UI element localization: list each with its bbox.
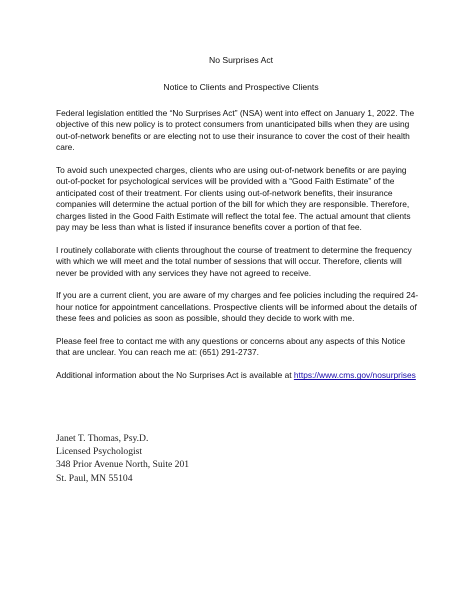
- signature-role: Licensed Psychologist: [56, 446, 143, 458]
- document-body: [56, 108, 421, 393]
- signature-name: Janet T. Thomas, Psy.D.: [56, 433, 149, 444]
- signature-street: 348 Prior Avenue North, Suite 201: [56, 459, 190, 471]
- additional-info-text: Additional information about the No Surprises Act is available at: [56, 370, 294, 381]
- document-title: No Surprises Act: [209, 55, 273, 65]
- paragraph-good-faith-estimate: To avoid such unexpected charges, clients who are using out-of-network benefits or are paying out-of-pocket for psychological services will be provided with a “Good Faith Estimate” of the anticipated cost of their treatment. For clients using out-of-network benefits, their insurance companies will determine the actual portion of the bill for which they are responsible. Therefore, charges listed in the Good Faith Estimate will reflect the total fee. The actual amount that clients pay may be less than what is listed if insurance benefits cover a portion of that fee.: [56, 165, 411, 233]
- signature-city: St. Paul, MN 55104: [56, 472, 133, 484]
- paragraph-additional-info: [56, 370, 421, 381]
- paragraph-fee-policies: If you are a current client, you are aware of my charges and fee policies including the required 24-hour notice for appointment cancellations. Prospective clients will be informed about the details of these fees and policies as soon as possible, should they decide to work with me.: [56, 290, 419, 324]
- paragraph-contact: Please feel free to contact me with any questions or concerns about any aspects of this Notice that are unclear. You can reach me at: (651) 291-2737.: [56, 336, 406, 358]
- paragraph-collaboration: I routinely collaborate with clients throughout the course of treatment to determine the frequency with which we will meet and the total number of sessions that will occur. Therefore, clients will never be provided with any services they have not agreed to receive.: [56, 244, 412, 278]
- signature-block: [56, 432, 189, 485]
- cms-nosurprises-link[interactable]: https://www.cms.gov/nosurprises: [293, 370, 416, 381]
- document-subtitle: Notice to Clients and Prospective Clients: [163, 82, 319, 92]
- paragraph-effective-date: Federal legislation entitled the “No Surprises Act” (NSA) went into effect on January 1, 2022. The objective of this new policy is to protect consumers from unanticipated bills when they are using out-of-network benefits or are electing not to use their insurance to cover the cost of their health care.: [56, 108, 415, 153]
